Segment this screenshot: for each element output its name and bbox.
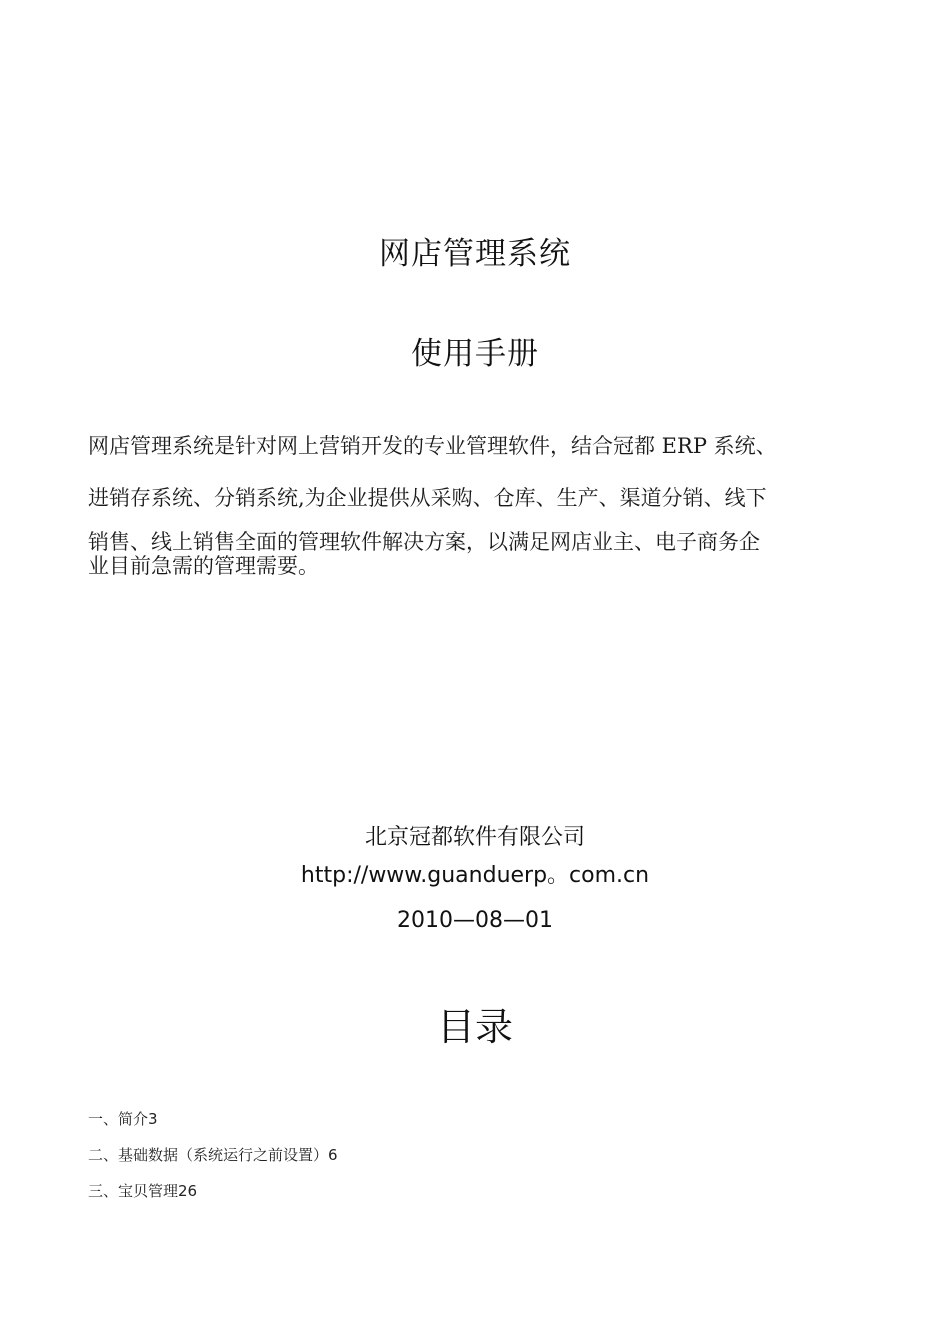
table-of-contents (88, 1108, 338, 1216)
document-subtitle: 使用手册 (411, 336, 539, 372)
toc-entry-page: 6 (328, 1146, 338, 1164)
toc-entry-page: 3 (148, 1110, 158, 1128)
company-url: http://www.guanduerp。com.cn (300, 863, 650, 888)
toc-heading: 目录 (436, 1005, 513, 1049)
toc-entry[interactable] (88, 1144, 338, 1180)
toc-entry[interactable] (88, 1108, 338, 1144)
company-name: 北京冠都软件有限公司 (364, 825, 585, 850)
publish-date: 2010—08—01 (397, 908, 553, 933)
intro-line: 网店管理系统是针对网上营销开发的专业管理软件，结合冠都 ERP 系统、 (88, 434, 777, 458)
document-title: 网店管理系统 (379, 236, 571, 272)
intro-line: 业目前急需的管理需要。 (88, 554, 319, 578)
toc-entry-label: 一、简介 (88, 1110, 149, 1128)
toc-entry[interactable] (88, 1180, 338, 1216)
toc-entry-label: 三、宝贝管理 (88, 1182, 179, 1200)
intro-line: 进销存系统、分销系统,为企业提供从采购、仓库、生产、渠道分销、线下 (88, 486, 767, 510)
toc-entry-label: 二、基础数据（系统运行之前设置） (88, 1146, 329, 1164)
intro-line: 销售、线上销售全面的管理软件解决方案，以满足网店业主、电子商务企 (88, 530, 760, 554)
toc-entry-page: 26 (178, 1182, 198, 1200)
